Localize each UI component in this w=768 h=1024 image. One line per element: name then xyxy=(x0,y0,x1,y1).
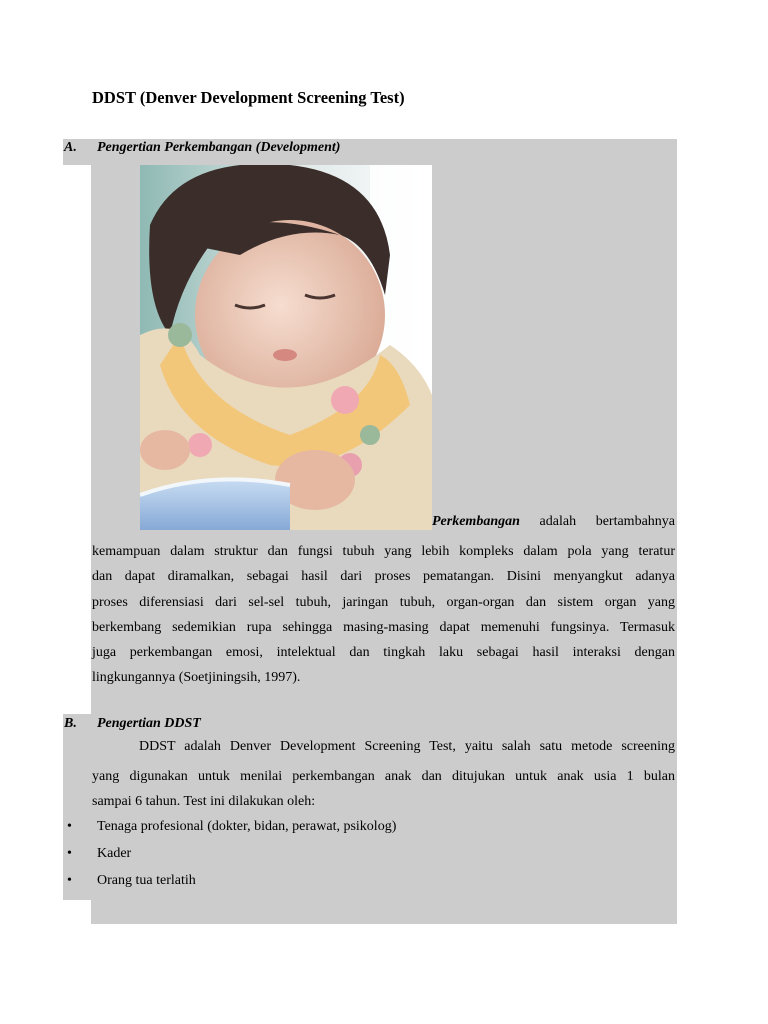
section-a-title: Pengertian Perkembangan (Development) xyxy=(97,140,341,155)
paragraph-line: juga perkembangan emosi, intelektual dan tingkah laku sebagai hasil interaksi dengan xyxy=(92,645,675,661)
bullet-item xyxy=(67,873,196,889)
document-title: DDST (Denver Development Screening Test) xyxy=(92,88,405,107)
paragraph-line: proses diferensiasi dari sel-sel tubuh, jaringan tubuh, organ-organ dan sistem organ yang xyxy=(92,594,675,610)
section-a-term: Perkembangan xyxy=(432,514,520,529)
paragraph-line: kemampuan dalam struktur dan fungsi tubuh yang lebih kompleks dalam pola yang teratur xyxy=(92,544,675,559)
bullet-item xyxy=(67,846,131,862)
section-a-letter: A. xyxy=(64,140,77,155)
bullet-icon: • xyxy=(67,873,72,888)
bullet-icon: • xyxy=(67,846,72,861)
bullet-text: Kader xyxy=(97,846,132,861)
section-a-first-line xyxy=(432,514,675,530)
section-b-paragraph xyxy=(92,764,675,815)
section-a-paragraph xyxy=(92,539,675,691)
child-photo-image xyxy=(140,165,432,530)
section-b-letter: B. xyxy=(64,716,77,731)
section-b-first-line: DDST adalah Denver Development Screening Test, yaitu salah satu metode screening xyxy=(139,739,675,754)
section-b-title: Pengertian DDST xyxy=(97,716,201,731)
bullet-text: Orang tua terlatih xyxy=(97,873,196,888)
bullet-item xyxy=(67,819,396,835)
bullet-icon: • xyxy=(67,819,72,834)
paragraph-line: yang digunakan untuk menilai perkembangan anak dan ditujukan untuk anak usia 1 bulan xyxy=(92,769,675,784)
paragraph-line: berkembang sedemikian rupa sehingga masing-masing dapat memenuhi fungsinya. Termasuk xyxy=(92,619,675,635)
bullet-text: Tenaga profesional (dokter, bidan, perawat, psikolog) xyxy=(97,819,397,834)
section-a-first-line-text: adalah bertambahnya xyxy=(539,514,675,529)
child-photo xyxy=(140,165,432,530)
paragraph-line: lingkungannya (Soetjiningsih, 1997). xyxy=(92,670,301,686)
paragraph-line: dan dapat diramalkan, sebagai hasil dari proses pematangan. Disini menyangkut adanya xyxy=(92,569,675,585)
paragraph-line: sampai 6 tahun. Test ini dilakukan oleh: xyxy=(92,794,316,810)
